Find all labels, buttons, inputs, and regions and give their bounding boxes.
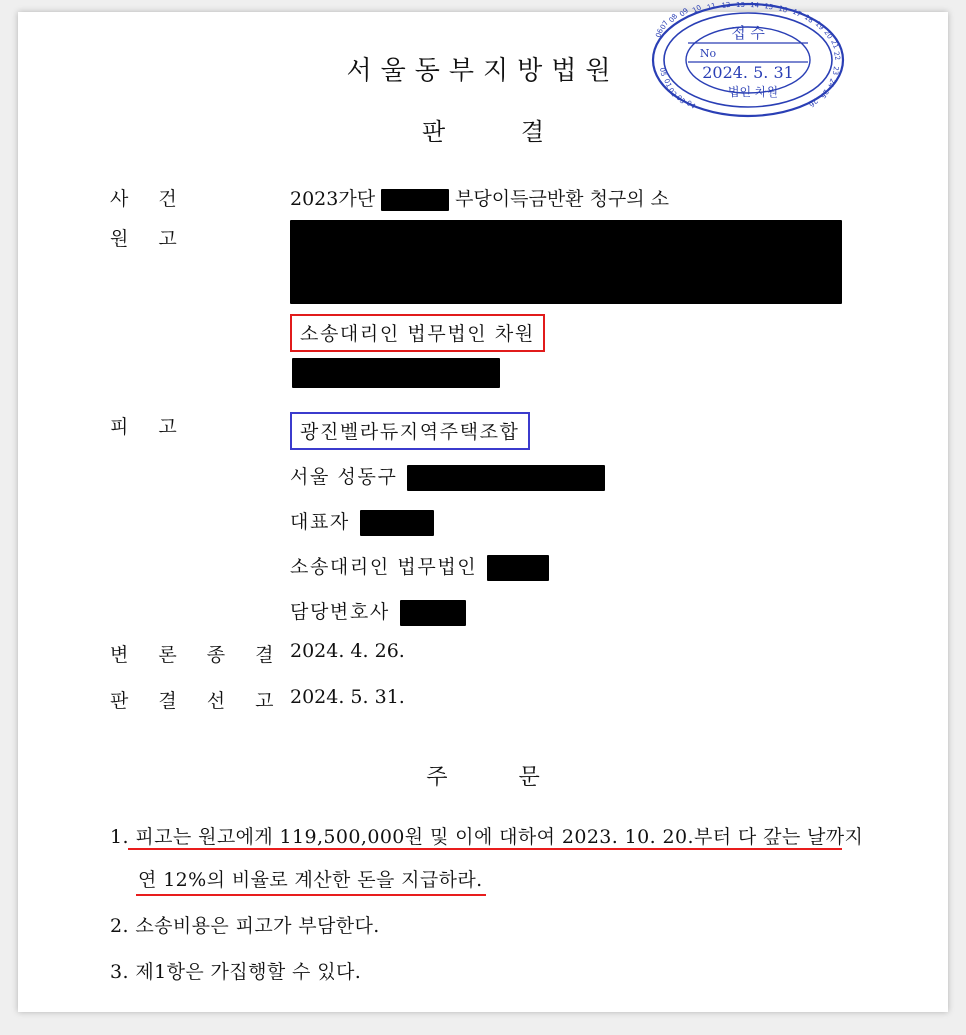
- svg-text:26: 26: [807, 96, 820, 109]
- field-row-closing-argument: [18, 640, 948, 674]
- court-title: 서울동부지방법원: [346, 56, 620, 86]
- redaction-block-defendant-representative: [360, 510, 434, 536]
- plaintiff-attorney-line: [290, 314, 545, 352]
- red-underline-1: [128, 848, 842, 850]
- redaction-block-defendant-lawyer: [400, 600, 466, 626]
- field-row-case: [18, 184, 948, 218]
- svg-text:19: 19: [813, 19, 826, 32]
- svg-text:02: 02: [666, 86, 679, 99]
- svg-text:11: 11: [706, 1, 718, 12]
- field-row-defendant: [18, 412, 948, 446]
- svg-text:18: 18: [802, 13, 815, 25]
- svg-text:20: 20: [822, 28, 834, 41]
- field-label-plaintiff: 원 고: [110, 228, 189, 250]
- red-underline-2: [136, 894, 486, 896]
- svg-text:17: 17: [791, 7, 803, 19]
- document-sheet: [18, 0, 948, 1012]
- defendant-attorney-line: [290, 552, 549, 581]
- svg-text:22: 22: [832, 50, 842, 62]
- svg-text:21: 21: [829, 38, 841, 50]
- svg-text:23: 23: [831, 65, 840, 76]
- order-section-heading: 주 문: [426, 765, 572, 790]
- order-item-1-line-2: 연 12%의 비율로 계산한 돈을 지급하라.: [138, 869, 483, 891]
- field-value-defendant: [290, 412, 530, 450]
- svg-text:No: No: [699, 47, 717, 60]
- svg-text:09: 09: [678, 6, 691, 19]
- field-label-closing-argument: 변 론 종 결: [110, 644, 286, 666]
- defendant-lawyer-line: [290, 597, 466, 626]
- svg-text:25: 25: [818, 87, 830, 100]
- order-item-1-line-1: 1. 피고는 원고에게 119,500,000원 및 이에 대하여 2023. 10. 20.부터 다 갚는 날까지: [110, 826, 864, 848]
- plaintiff-attorney-highlight: 소송대리인 법무법인 차원: [290, 314, 545, 352]
- defendant-lawyer-label: 담당변호사: [290, 601, 390, 623]
- field-value-closing-argument: 2024. 4. 26.: [290, 640, 405, 662]
- redaction-block-defendant-attorney: [487, 555, 549, 581]
- svg-text:01: 01: [662, 77, 674, 89]
- defendant-representative-line: [290, 507, 434, 536]
- svg-text:24: 24: [826, 77, 837, 89]
- official-seal-stamp: [648, 2, 848, 127]
- redaction-block-defendant-address: [407, 465, 605, 491]
- svg-text:16: 16: [777, 4, 789, 15]
- redaction-block-plaintiff-attorney-detail: [292, 358, 500, 388]
- case-name: 부당이득금반환 청구의 소: [455, 188, 670, 210]
- case-number-prefix: 2023가단: [290, 188, 376, 210]
- svg-text:10: 10: [691, 3, 703, 15]
- svg-text:06: 06: [654, 27, 665, 39]
- svg-text:15: 15: [763, 2, 774, 12]
- field-row-judgment-date: [18, 686, 948, 720]
- document-body: [18, 0, 948, 1012]
- order-item-2: 2. 소송비용은 피고가 부담한다.: [110, 915, 380, 937]
- svg-text:13: 13: [736, 1, 745, 9]
- field-label-defendant: 피 고: [110, 416, 189, 438]
- document-type-title: 판 결: [422, 118, 578, 146]
- order-item-3: 3. 제1항은 가집행할 수 있다.: [110, 961, 362, 983]
- svg-text:접 수: 접 수: [731, 24, 765, 42]
- field-value-case: [290, 184, 669, 211]
- field-label-case: 사 건: [110, 188, 189, 210]
- field-value-judgment-date: 2024. 5. 31.: [290, 686, 405, 708]
- defendant-address-prefix: 서울 성동구: [290, 466, 398, 488]
- defendant-attorney-label: 소송대리인 법무법인: [290, 556, 478, 578]
- svg-text:07: 07: [658, 19, 671, 31]
- defendant-address-line: [290, 462, 605, 491]
- field-label-judgment-date: 판 결 선 고: [110, 690, 286, 712]
- svg-text:03: 03: [674, 93, 687, 106]
- svg-text:14: 14: [749, 1, 760, 10]
- svg-text:2024. 5. 31: 2024. 5. 31: [702, 63, 794, 82]
- svg-text:05: 05: [658, 66, 668, 78]
- redaction-block-plaintiff: [290, 220, 842, 304]
- defendant-name-highlight: 광진벨라듀지역주택조합: [290, 412, 530, 450]
- svg-text:08: 08: [667, 12, 680, 25]
- svg-text:04: 04: [684, 99, 697, 111]
- redaction-block-case-number: [381, 189, 449, 211]
- svg-text:법인 차원: 법인 차원: [727, 85, 779, 99]
- defendant-rep-label: 대표자: [290, 511, 350, 533]
- svg-text:12: 12: [721, 0, 732, 10]
